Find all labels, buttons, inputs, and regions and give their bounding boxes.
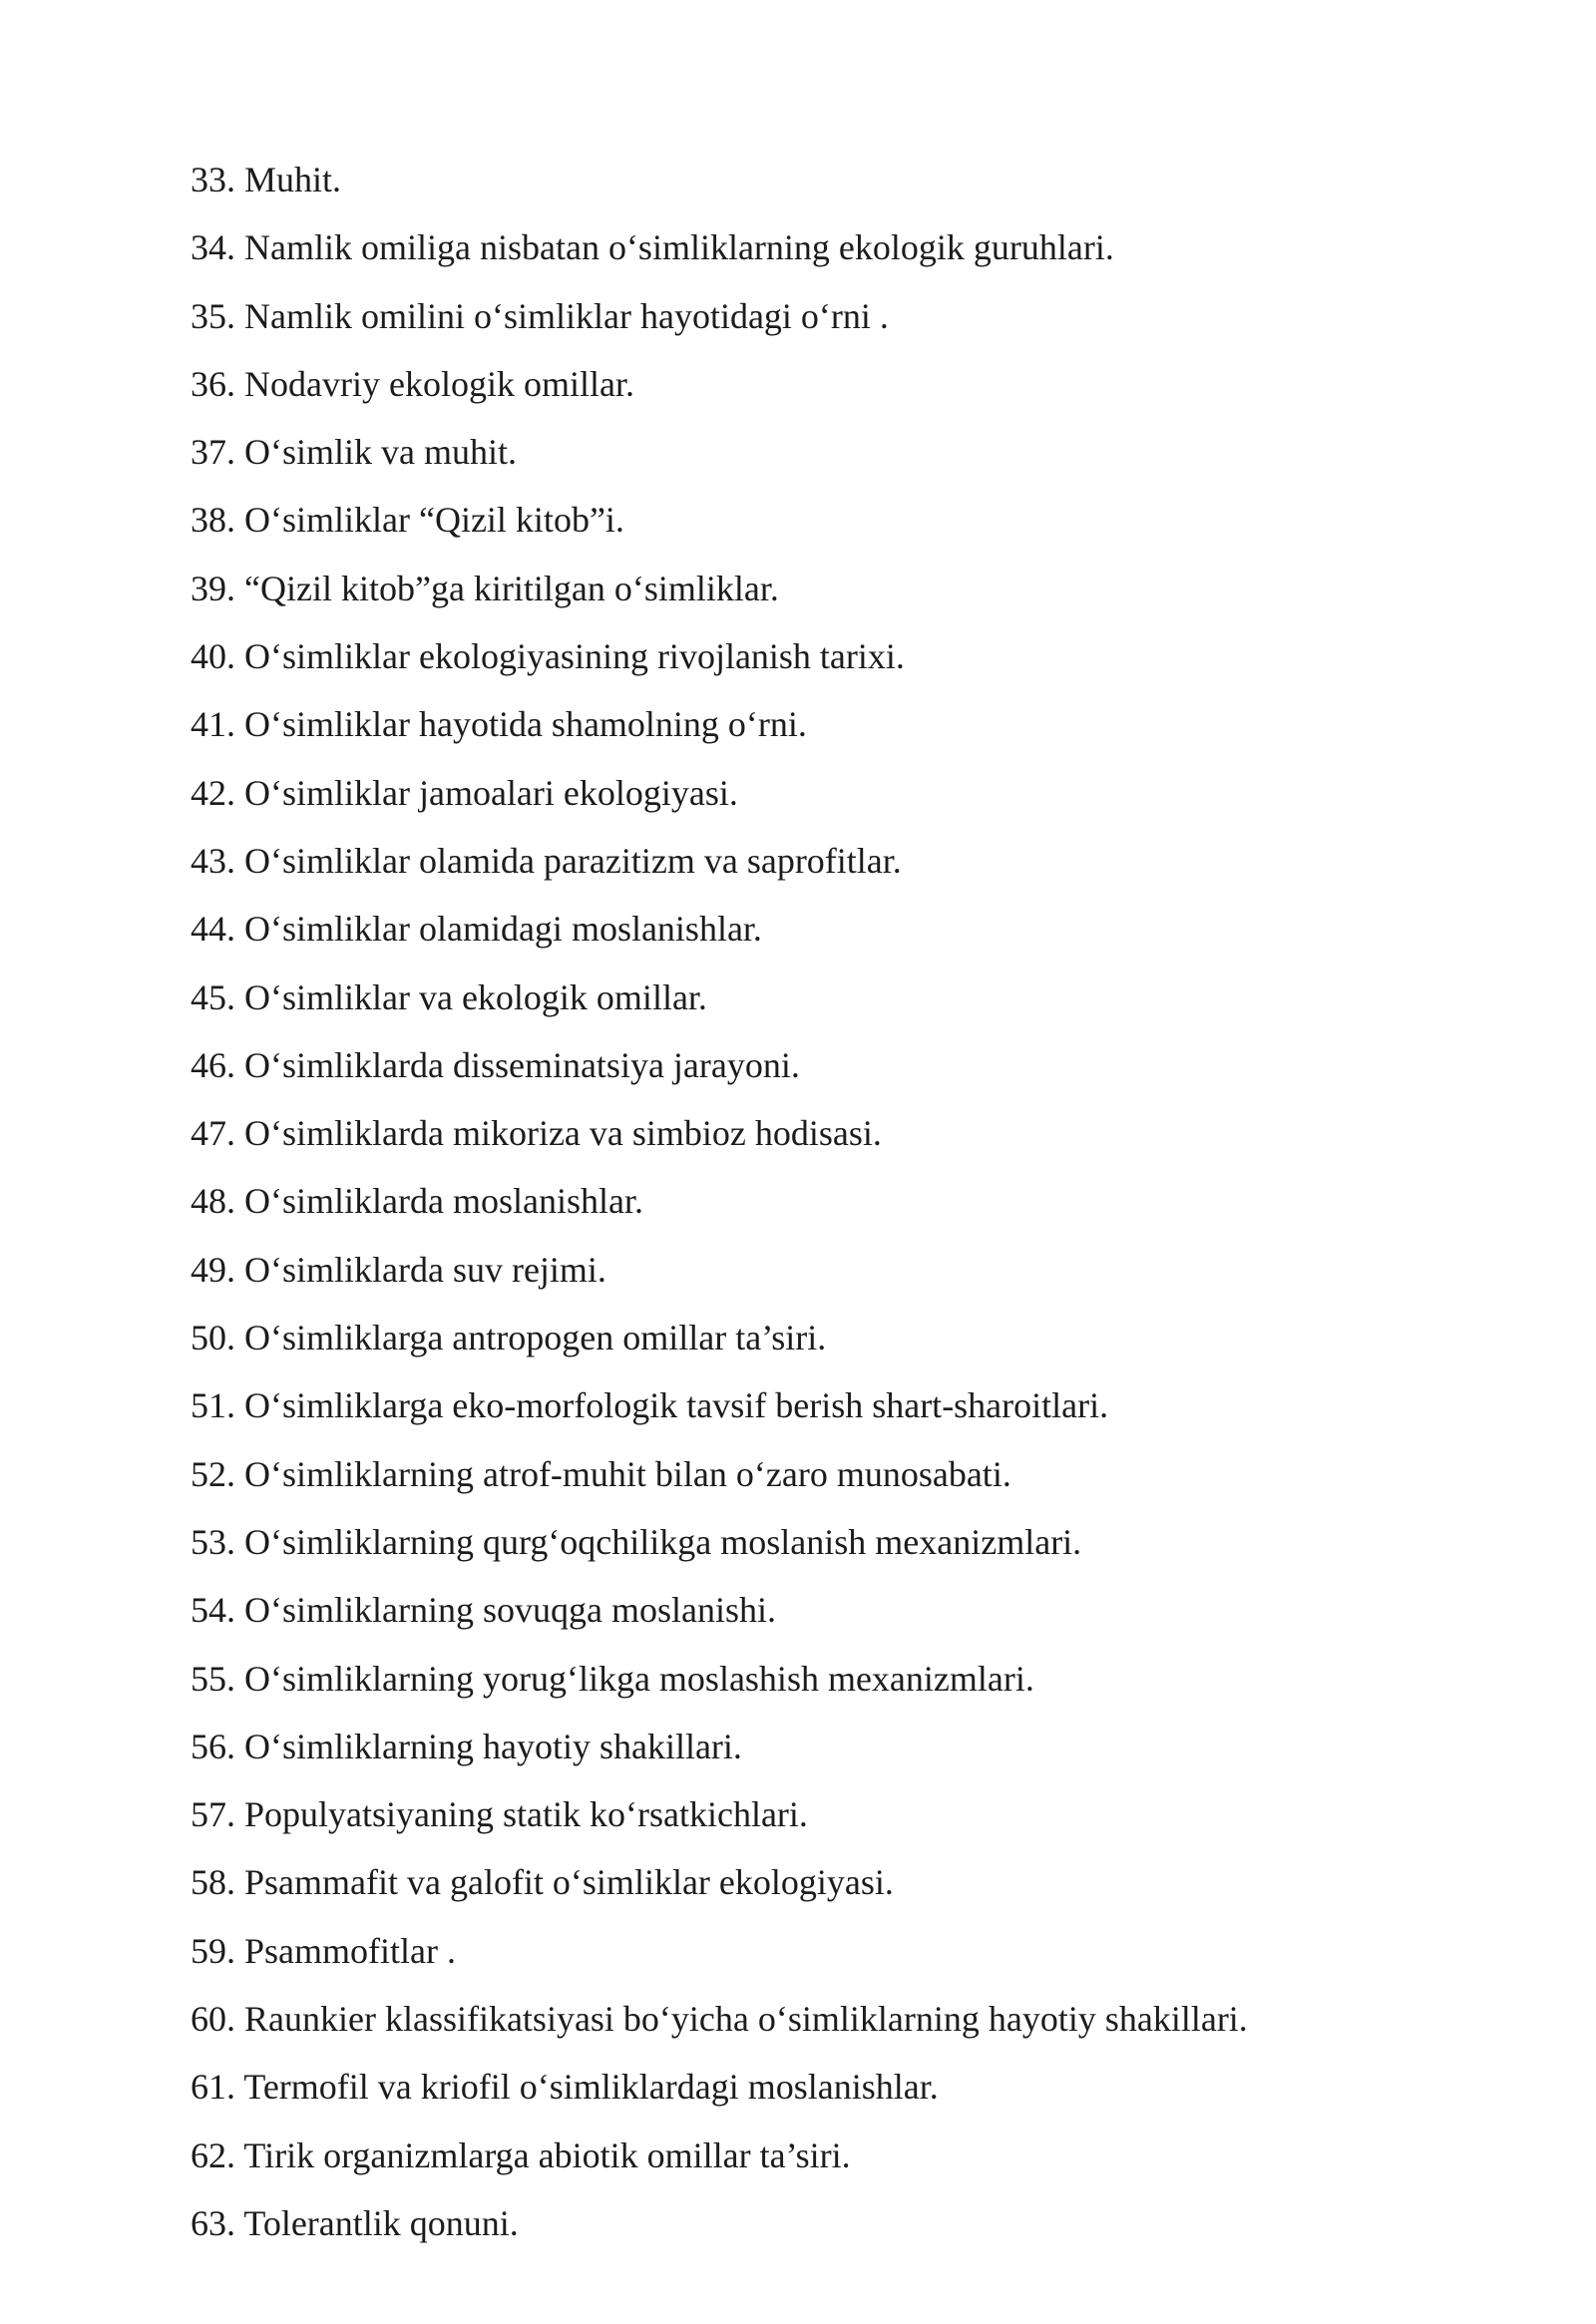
list-item: 33. Muhit.	[191, 160, 342, 199]
list-item: 55. O‘simliklarning yorug‘likga moslashish mexanizmlari.	[191, 1658, 1034, 1699]
list-item: 39. “Qizil kitob”ga kiritilgan o‘simliklar.	[191, 568, 779, 608]
list-item: 42. O‘simliklar jamoalari ekologiyasi.	[191, 772, 738, 813]
list-item: 59. Psammofitlar .	[191, 1930, 456, 1971]
list-item: 53. O‘simliklarning qurg‘oqchilikga moslanish mexanizmlari.	[191, 1521, 1082, 1562]
list-item: 61. Termofil va kriofil o‘simliklardagi moslanishlar.	[191, 2067, 939, 2108]
list-item: 51. O‘simliklarga eko-morfologik tavsif berish shart-sharoitlari.	[191, 1385, 1109, 1426]
list-item: 38. O‘simliklar “Qizil kitob”i.	[191, 500, 624, 541]
list-item: 57. Populyatsiyaning statik ko‘rsatkichlari.	[191, 1794, 808, 1835]
list-item: 45. O‘simliklar va ekologik omillar.	[191, 976, 707, 1017]
list-item: 50. O‘simliklarga antropogen omillar ta’siri.	[191, 1318, 827, 1358]
list-item: 60. Raunkier klassifikatsiyasi bo‘yicha o‘simliklarning hayotiy shakillari.	[191, 1999, 1248, 2040]
list-item: 41. O‘simliklar hayotida shamolning o‘rni.	[191, 704, 807, 745]
list-item: 52. O‘simliklarning atrof-muhit bilan o‘zaro munosabati.	[191, 1453, 1011, 1494]
list-item: 62. Tirik organizmlarga abiotik omillar ta’siri.	[191, 2134, 851, 2175]
list-item: 34. Namlik omiliga nisbatan o‘simliklarning ekologik guruhlari.	[191, 227, 1114, 268]
list-item: 63. Tolerantlik qonuni.	[191, 2202, 519, 2243]
list-item: 49. O‘simliklarda suv rejimi.	[191, 1249, 606, 1290]
list-item: 40. O‘simliklar ekologiyasining rivojlanish tarixi.	[191, 636, 905, 677]
list-item: 48. O‘simliklarda moslanishlar.	[191, 1181, 643, 1222]
list-item: 37. O‘simlik va muhit.	[191, 432, 517, 473]
list-item: 56. O‘simliklarning hayotiy shakillari.	[191, 1726, 742, 1766]
list-item: 43. O‘simliklar olamida parazitizm va saprofitlar.	[191, 840, 902, 881]
list-item: 36. Nodavriy ekologik omillar.	[191, 363, 634, 404]
list-item: 35. Namlik omilini o‘simliklar hayotidagi o‘rni .	[191, 295, 889, 336]
list-item: 54. O‘simliklarning sovuqga moslanishi.	[191, 1590, 776, 1631]
list-item: 44. O‘simliklar olamidagi moslanishlar.	[191, 909, 762, 950]
list-item: 46. O‘simliklarda disseminatsiya jarayoni.	[191, 1044, 800, 1085]
list-item: 47. O‘simliklarda mikoriza va simbioz hodisasi.	[191, 1113, 882, 1154]
list-item: 58. Psammafit va galofit o‘simliklar ekologiyasi.	[191, 1862, 894, 1903]
topic-list	[191, 146, 1248, 2257]
